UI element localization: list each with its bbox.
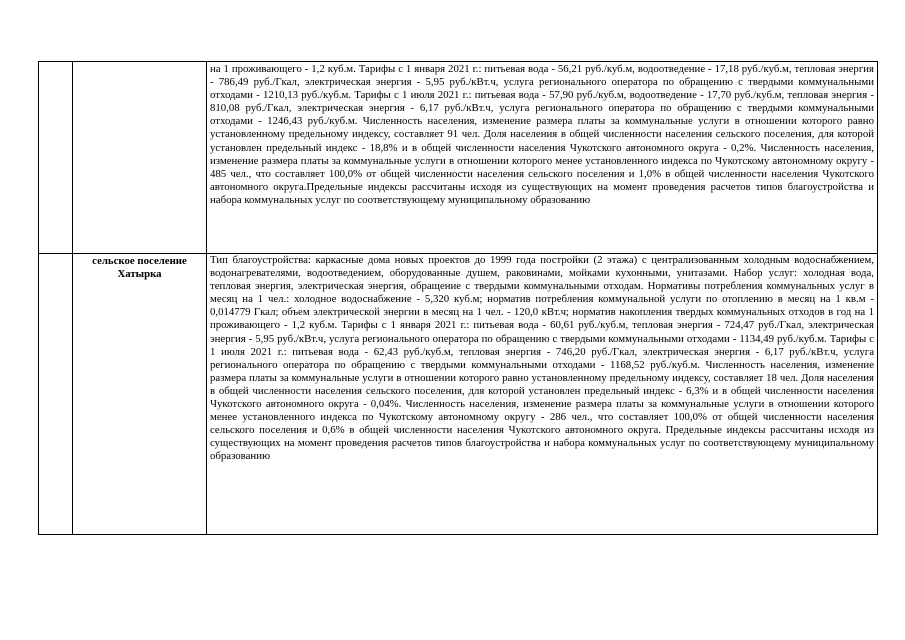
settlement-description-cell: Тип благоустройства: каркасные дома новых проектов до 1999 года постройки (2 этажа) с централизованным холодным водоснабжением, водонагревателями, водоотведением, оборудованные душем, раковинами, мойками кухонными, унитазами. Набор услуг: холодная вода, тепловая энергия, электрическая энергия, обращение с твердыми коммунальными отходам. Нормативы потребления коммунальных услуг в месяц на 1 чел.: холодное водоснабжение - 5,320 куб.м; норматив потребления коммунальной услуги по отоплению в месяц на 1 кв.м - 0,014779 Гкал; объем электрической энергии в месяц на 1 чел. - 120,0 кВт.ч; норматив накопления твердых коммунальных отходов в год на 1 проживающего - 1,2 куб.м. Тарифы с 1 января 2021 г.: питьевая вода - 60,61 руб./куб.м, тепловая энергия - 724,47 руб./Гкал, электрическая энергия - 5,95 руб./кВт.ч, услуга регионального оператора по обращению с твердыми коммунальными отходами - 1134,49 руб./куб.м. Тарифы с 1 июля 2021 г.: питьевая вода - 62,43 руб./куб.м, тепловая энергия - 746,20 руб./Гкал, электрическая энергия - 6,17 руб./кВт.ч, услуга регионального оператора по обращению с твердыми коммунальными отходами - 1168,52 руб./куб.м. Численность населения, изменение размера платы за коммунальные услуги в отношении которого равно установленному предельному индексу, составляет 18 чел. Доля населения в общей численности населения сельского поселения, для которой установлен предельный индекс - 6,3% и в общей численности населения Чукотского автономного округа - 0,04%. Численность населения, изменение размера платы за коммунальные услуги в отношении которого менее установленного индекса по Чукотскому автономному округу - 286 чел., что составляет 100,0% от общей численности населения сельского поселения и 0,6% в общей численности населения Чукотского автономного округа. Предельные индексы рассчитаны исходя из существующих на момент проведения расчетов типов благоустройства и набора коммунальных услуг по соответствующему муниципальному образованию <box>207 254 878 535</box>
table-row <box>39 254 878 535</box>
settlement-name-cell: сельское поселение Хатырка <box>73 254 207 535</box>
settlement-name-cell <box>73 62 207 254</box>
settlement-description-cell: на 1 проживающего - 1,2 куб.м. Тарифы с 1 января 2021 г.: питьевая вода - 56,21 руб./куб.м, водоотведение - 17,18 руб./куб.м, тепловая энергия - 786,49 руб./Гкал, электрическая энергия - 5,95 руб./кВт.ч, услуга регионального оператора по обращению с твердыми коммунальными отходами - 1210,13 руб./куб.м. Тарифы с 1 июля 2021 г.: питьевая вода - 57,90 руб./куб.м, водоотведение - 17,70 руб./куб.м, тепловая энергия - 810,08 руб./Гкал, электрическая энергия - 6,17 руб./кВт.ч, услуга регионального оператора по обращению с твердыми коммунальными отходами - 1246,43 руб./куб.м. Численность населения, изменение размера платы за коммунальные услуги в отношении которого равно установленному предельному индексу, составляет 91 чел. Доля населения в общей численности населения сельского поселения, для которой установлен предельный индекс - 18,8% и в общей численности населения Чукотского автономного округа - 0,2%. Численность населения, изменение размера платы за коммунальные услуги в отношении которого менее установленного индекса по Чукотскому автономному округу - 485 чел., что составляет 100,0% от общей численности населения сельского поселения и 1,0% в общей численности населения Чукотского автономного округа.Предельные индексы рассчитаны исходя из существующих на момент проведения расчетов типов благоустройства и набора коммунальных услуг по соответствующему муниципальному образованию <box>207 62 878 254</box>
settlements-tariff-table <box>38 61 878 535</box>
row-number-cell <box>39 62 73 254</box>
row-number-cell <box>39 254 73 535</box>
table-row <box>39 62 878 254</box>
